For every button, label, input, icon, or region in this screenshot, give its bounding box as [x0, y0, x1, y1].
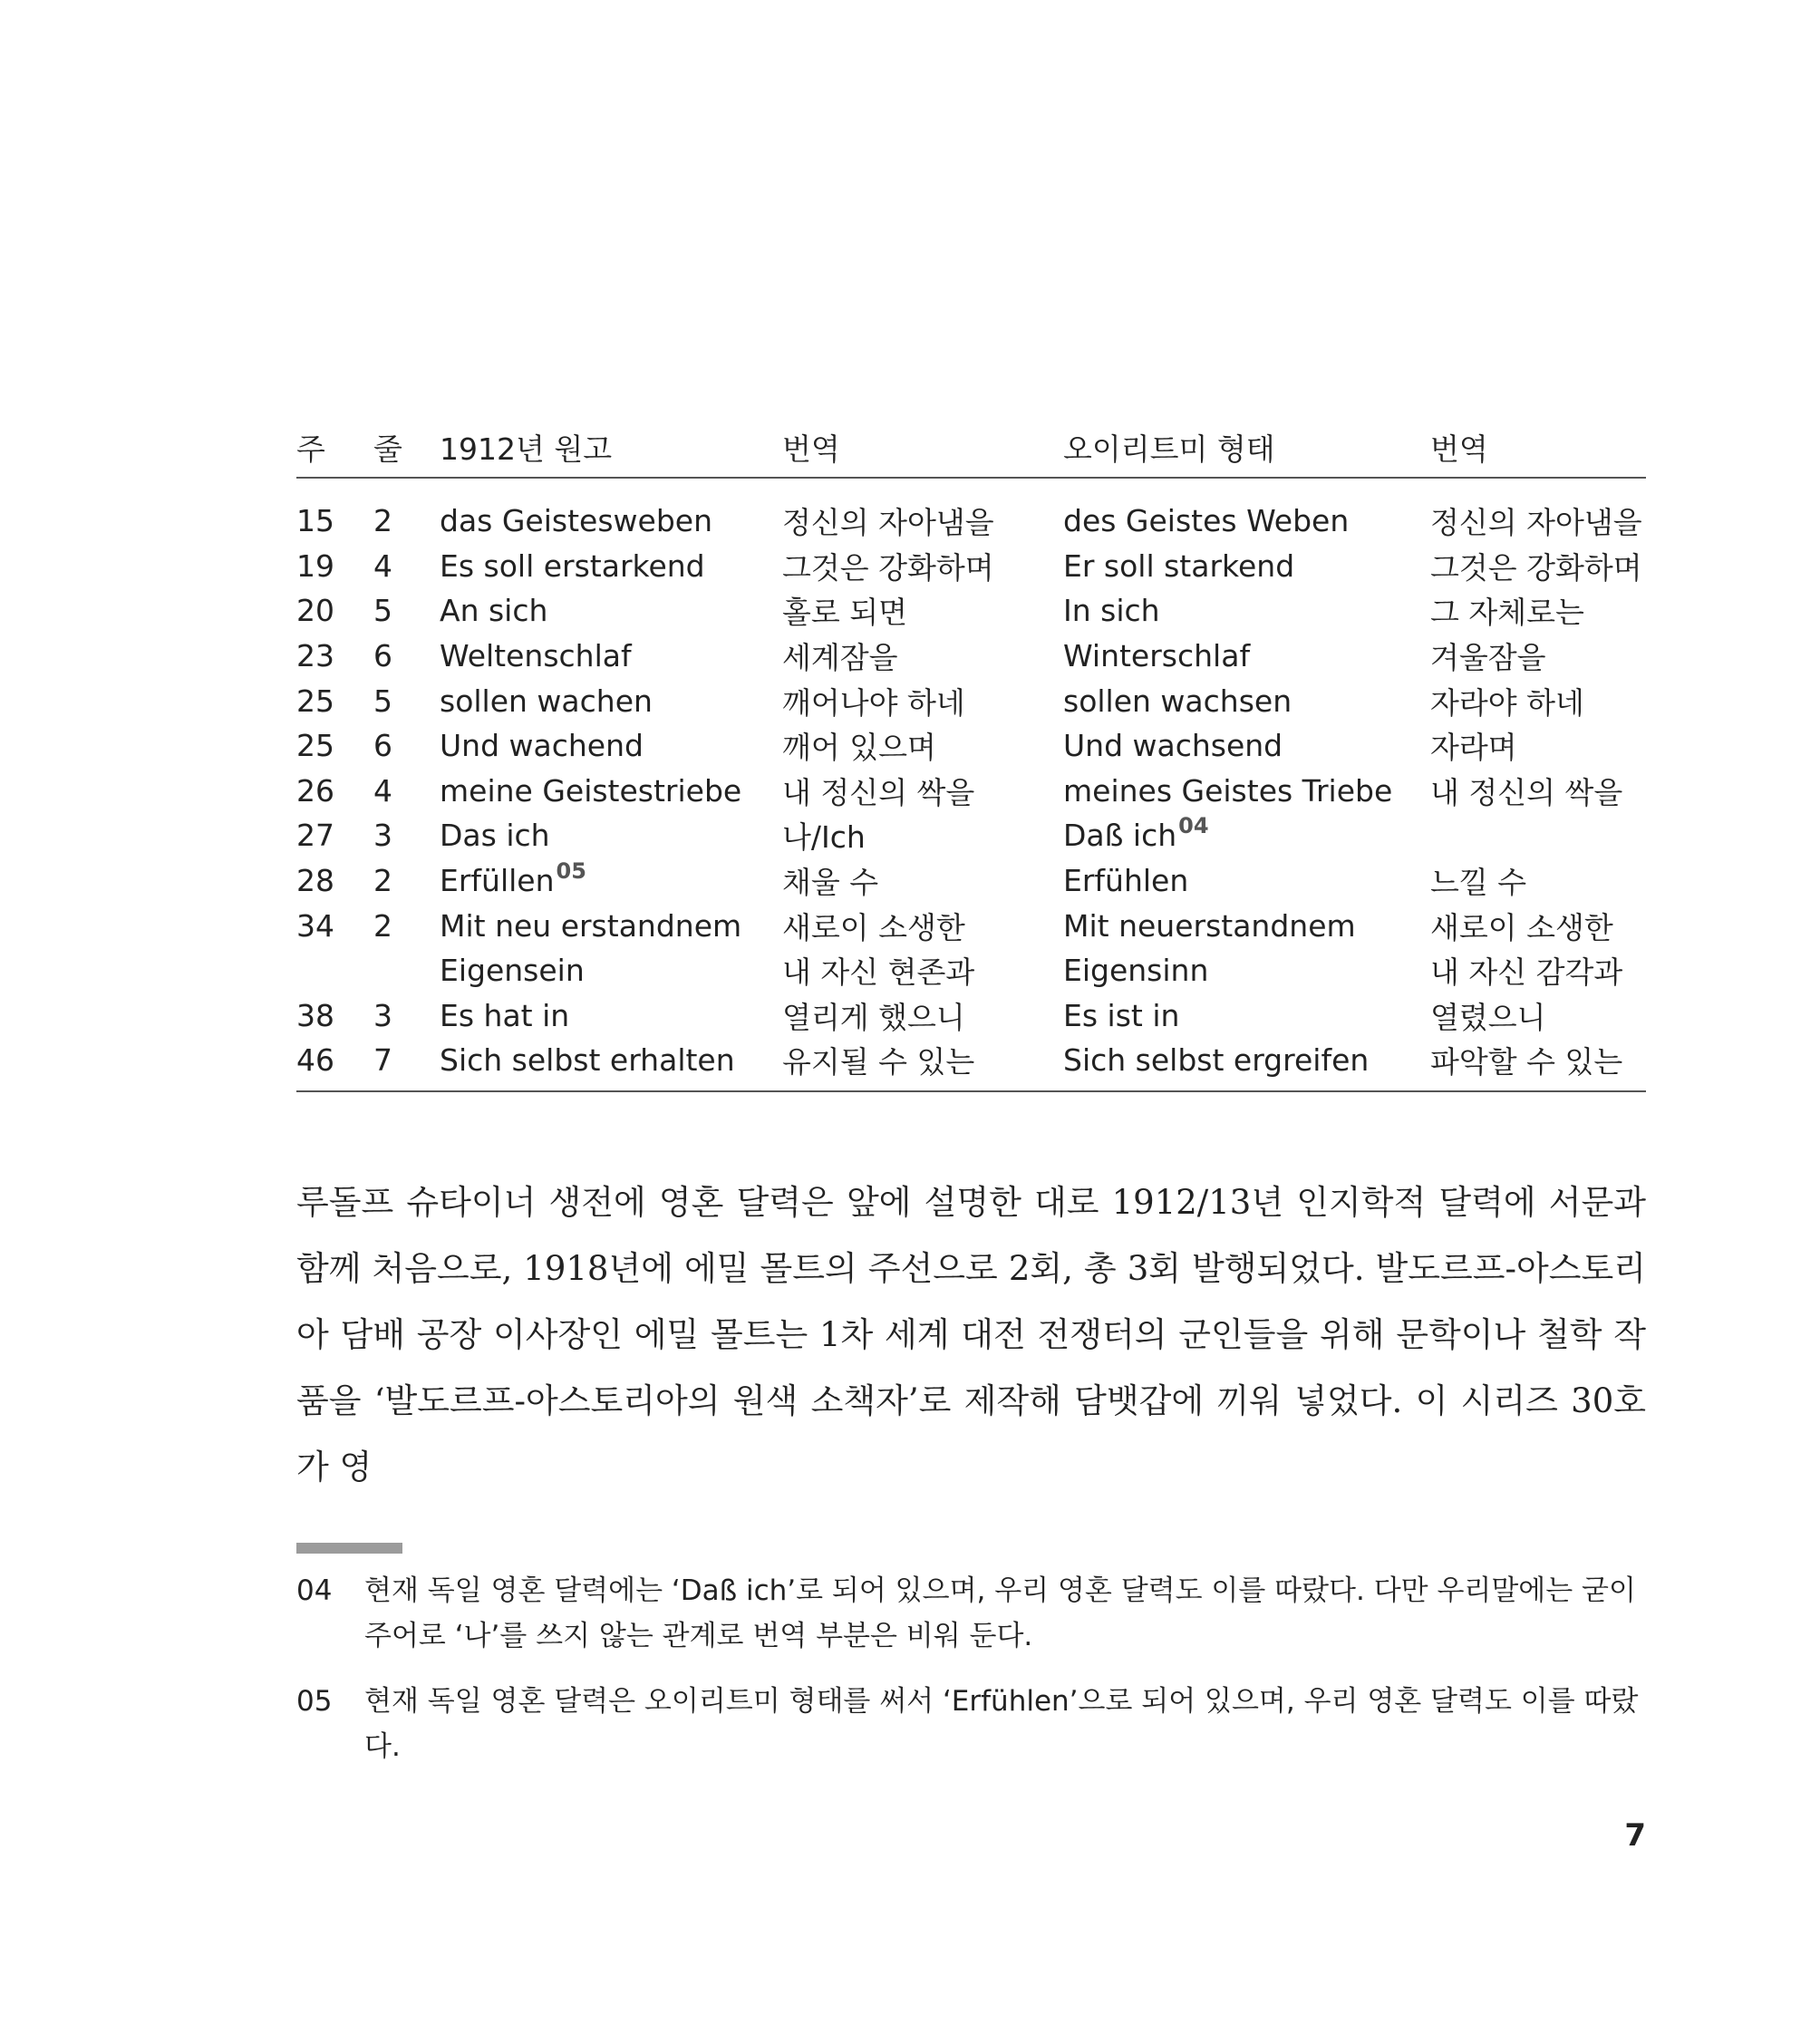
table-row [296, 813, 1646, 858]
cell-eurythmy: Erfühlen [1063, 863, 1189, 899]
cell-translation-1: 그것은 강화하며 [782, 549, 994, 586]
cell-translation-2: 파악할 수 있는 [1430, 1038, 1646, 1091]
header-week: 주 [296, 426, 373, 478]
cell-eurythmy: Winterschlaf [1063, 638, 1251, 674]
cell-week: 25 [296, 728, 334, 764]
header-original-1912: 1912년 원고 [440, 426, 782, 478]
cell-eurythmy: Mit neuerstandnem [1063, 907, 1356, 944]
cell-week: 46 [296, 1038, 373, 1091]
cell-translation-2: 겨울잠을 [1430, 640, 1546, 676]
cell-line: 5 [373, 593, 392, 629]
table-row [296, 948, 1646, 993]
cell-line [373, 948, 440, 993]
cell-eurythmy: Es ist in [1063, 997, 1180, 1033]
cell-translation-2: 내 정신의 싹을 [1430, 774, 1623, 810]
footnote-05 [296, 1679, 1646, 1769]
cell-translation-1: 깨어나야 하네 [782, 684, 965, 721]
table-row [296, 993, 1646, 1039]
cell-translation-2: 내 자신 감각과 [1430, 954, 1623, 991]
cell-week: 28 [296, 863, 334, 899]
cell-line: 2 [373, 863, 392, 899]
cell-line: 3 [373, 997, 392, 1033]
cell-translation-1: 채울 수 [782, 865, 879, 901]
cell-translation-1: 새로이 소생한 [782, 909, 965, 945]
cell-line: 4 [373, 547, 392, 584]
cell-week: 38 [296, 997, 334, 1033]
cell-week: 27 [296, 818, 334, 854]
table-row [296, 903, 1646, 948]
cell-original: Das ich [440, 818, 550, 854]
cell-week: 26 [296, 772, 334, 809]
cell-translation-2: 정신의 자아냄을 [1430, 505, 1642, 541]
cell-original: meine Geistestriebe [440, 772, 742, 809]
cell-translation-2: 자라며 [1430, 730, 1517, 766]
header-eurythmy-form: 오이리트미 형태 [1063, 426, 1430, 478]
cell-week: 34 [296, 907, 334, 944]
comparison-table [296, 426, 1646, 1092]
cell-eurythmy: Und wachsend [1063, 728, 1283, 764]
cell-translation-1: 정신의 자아냄을 [782, 505, 994, 541]
cell-eurythmy: des Geistes Weben [1063, 503, 1350, 539]
cell-eurythmy: In sich [1063, 593, 1160, 629]
cell-original: sollen wachen [440, 683, 653, 719]
cell-line: 6 [373, 638, 392, 674]
footnote-04 [296, 1568, 1646, 1659]
cell-line: 2 [373, 503, 392, 539]
header-translation-2: 번역 [1430, 426, 1646, 478]
cell-original: An sich [440, 593, 548, 629]
cell-eurythmy: Daß ich$^{04}$ [1063, 813, 1209, 854]
cell-translation-1: 나/Ich [782, 819, 866, 856]
table-row [296, 678, 1646, 723]
cell-eurythmy: sollen wachsen [1063, 683, 1292, 719]
cell-translation-2: 열렸으니 [1430, 999, 1546, 1035]
header-translation-1: 번역 [782, 426, 1063, 478]
cell-translation-1: 깨어 있으며 [782, 730, 936, 766]
cell-eurythmy: Er soll starkend [1063, 547, 1295, 584]
table-row [296, 634, 1646, 679]
cell-week: 15 [296, 503, 334, 539]
cell-line: 2 [373, 907, 392, 944]
cell-eurythmy: meines Geistes Triebe [1063, 772, 1393, 809]
cell-translation-1: 내 자신 현존과 [782, 954, 975, 991]
cell-original: Und wachend [440, 728, 644, 764]
cell-eurythmy: Eigensinn [1063, 953, 1209, 989]
table-row [296, 1038, 1646, 1091]
table-row [296, 478, 1646, 544]
body-paragraph: 루돌프 슈타이너 생전에 영혼 달력은 앞에 설명한 대로 1912/13년 인지학적 달력에 서문과 함께 처음으로, 1918년에 에밀 몰트의 주선으로 2회, 총 3회 발행되었다. 발도르프-아스토리아 담배 공장 이사장인 에밀 몰트는 1차 세계 대전 전쟁터의 군인들을 위해 문학이나 철학 작품을 ‘발도르프-아스토리아의 원색 소책자’로 제작해 담뱃갑에 끼워 넣었다. 이 시리즈 30호가 영 [296, 1183, 1646, 1487]
table-row [296, 858, 1646, 904]
table-row [296, 544, 1646, 589]
cell-week: 19 [296, 547, 334, 584]
cell-original: Weltenschlaf [440, 638, 632, 674]
cell-original: Es soll erstarkend [440, 547, 705, 584]
table-row [296, 769, 1646, 814]
footnote-text: 현재 독일 영혼 달력은 오이리트미 형태를 써서 ‘Erfühlen’으로 되어 있으며, 우리 영혼 달력도 이를 따랐다. [364, 1685, 1639, 1763]
table-body [296, 478, 1646, 1091]
cell-line: 5 [373, 683, 392, 719]
cell-original: Mit neu erstandnem [440, 907, 742, 944]
page-number: 7 [1624, 1817, 1646, 1854]
cell-translation-2: 느낄 수 [1430, 865, 1527, 901]
cell-week: 25 [296, 683, 334, 719]
footnote-marker: 04 [1178, 813, 1209, 839]
cell-translation-2: 새로이 소생한 [1430, 909, 1613, 945]
cell-line: 7 [373, 1038, 440, 1091]
footnote-text: 현재 독일 영혼 달력에는 ‘Daß ich’로 되어 있으며, 우리 영혼 달력도 이를 따랐다. 다만 우리말에는 굳이 주어로 ‘나’를 쓰지 않는 관계로 번역 부분은 비워 둔다. [364, 1574, 1636, 1652]
cell-original: Erfüllen$^{05}$ [440, 858, 586, 899]
cell-translation-1: 홀로 되면 [782, 595, 908, 631]
cell-translation-2: 그것은 강화하며 [1430, 549, 1642, 586]
cell-week: 23 [296, 638, 334, 674]
cell-line: 3 [373, 818, 392, 854]
cell-translation-1: 세계잠을 [782, 640, 898, 676]
table-header-row [296, 426, 1646, 478]
footnote-number: 05 [296, 1685, 333, 1718]
cell-eurythmy: Sich selbst ergreifen [1063, 1038, 1430, 1091]
table-row [296, 588, 1646, 634]
cell-line: 6 [373, 728, 392, 764]
cell-original: Es hat in [440, 997, 570, 1033]
cell-translation-1: 열리게 했으니 [782, 999, 965, 1035]
cell-translation-2: 자라야 하네 [1430, 684, 1584, 721]
header-line: 줄 [373, 426, 440, 478]
cell-line: 4 [373, 772, 392, 809]
cell-translation-2 [1430, 813, 1646, 858]
footnote-marker: 05 [556, 858, 586, 885]
table-row [296, 723, 1646, 769]
footnote-number: 04 [296, 1574, 333, 1607]
cell-translation-1: 내 정신의 싹을 [782, 774, 975, 810]
cell-week [296, 948, 373, 993]
footnote-divider [296, 1543, 402, 1554]
cell-translation-2: 그 자체로는 [1430, 595, 1584, 631]
cell-original: Eigensein [440, 953, 585, 989]
cell-original: das Geistesweben [440, 503, 712, 539]
cell-week: 20 [296, 593, 334, 629]
cell-original: Sich selbst erhalten [440, 1038, 782, 1091]
cell-translation-1: 유지될 수 있는 [782, 1038, 1063, 1091]
